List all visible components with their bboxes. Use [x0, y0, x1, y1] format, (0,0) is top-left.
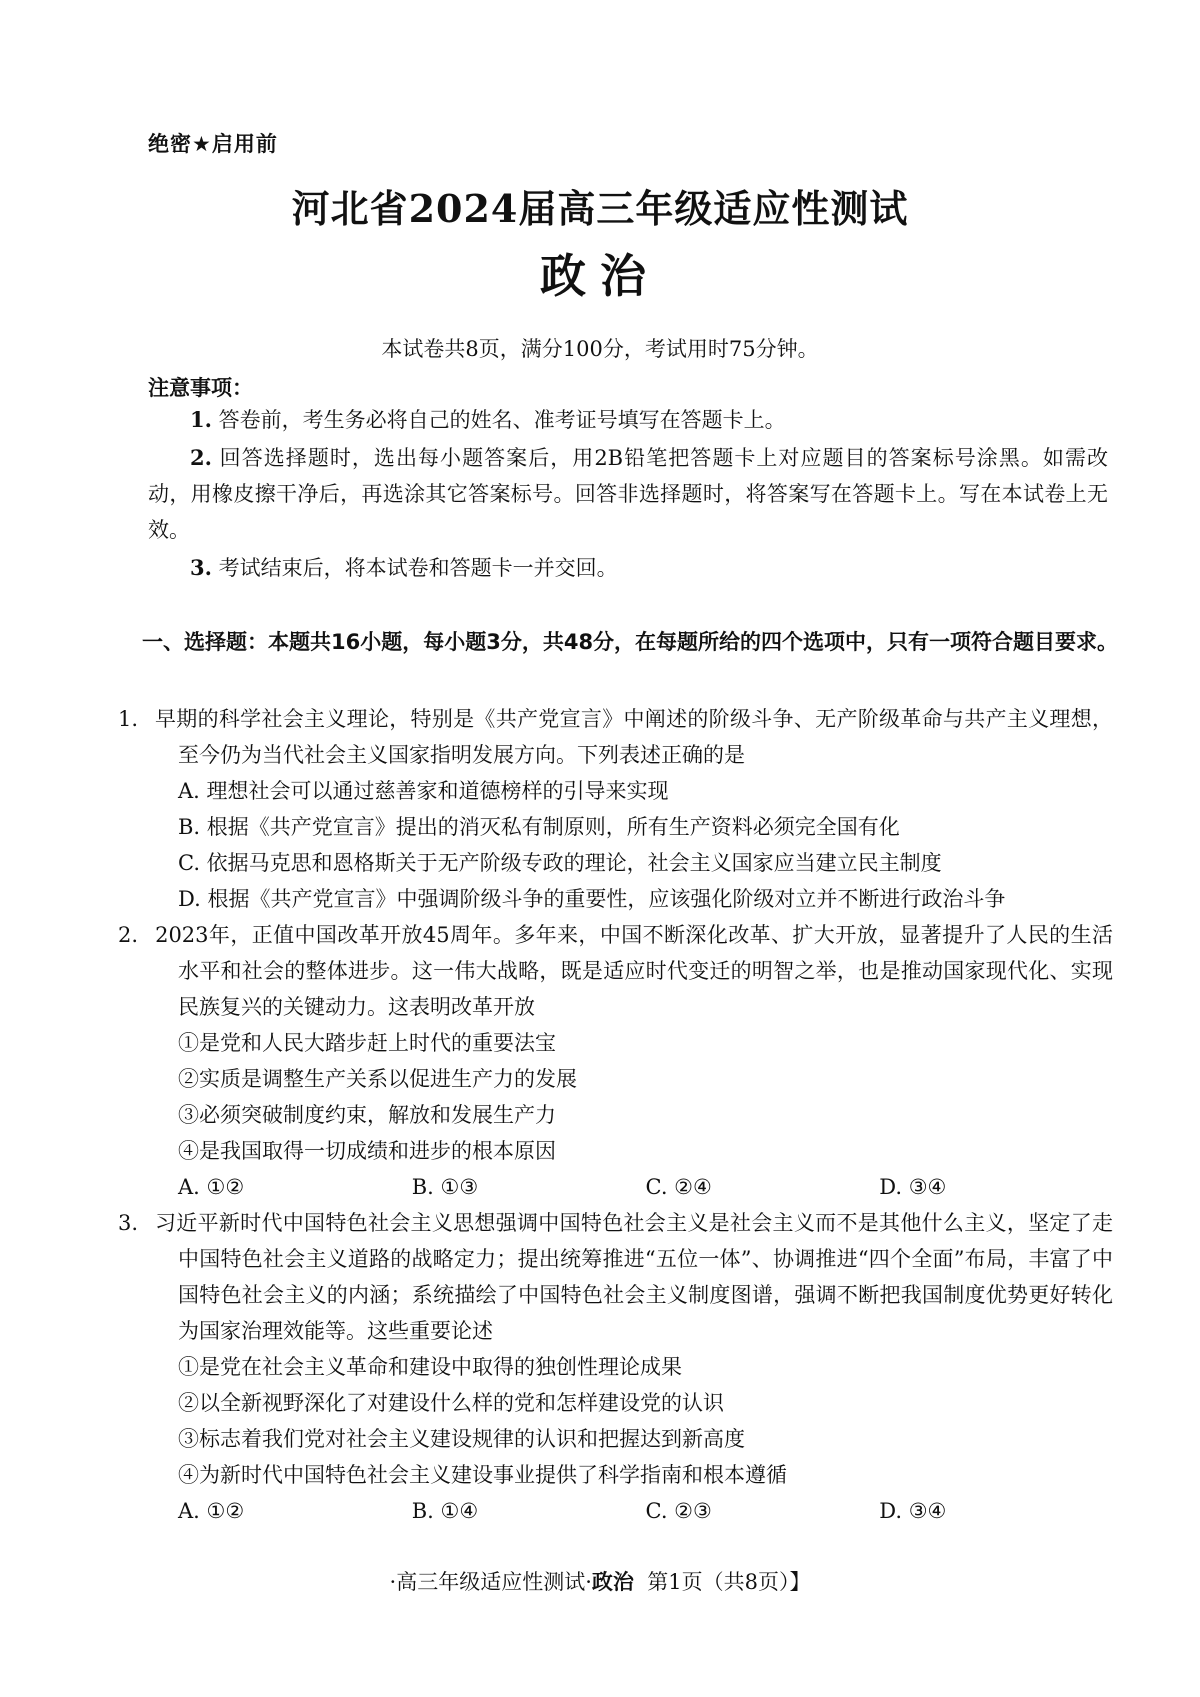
- question-text: 2023年，正值中国改革开放45周年。多年来，中国不断深化改革、扩大开放，显著提升了人民的生活水平和社会的整体进步。这一伟大战略，既是适应时代变迁的明智之举，也是推动国家现代化、实现民族复兴的关键动力。这表明改革开放: [155, 923, 1113, 1019]
- question-stem: 1. 早期的科学社会主义理论，特别是《共产党宣言》中阐述的阶级斗争、无产阶级革命与共产主义理想，至今仍为当代社会主义国家指明发展方向。下列表述正确的是: [118, 707, 1113, 767]
- choice-a: A. ①②: [178, 1175, 245, 1199]
- question-text: 早期的科学社会主义理论，特别是《共产党宣言》中阐述的阶级斗争、无产阶级革命与共产主义理想，至今仍为当代社会主义国家指明发展方向。下列表述正确的是: [154, 707, 1113, 767]
- notice-heading: 注意事项：: [148, 376, 253, 400]
- choice-d: D. ③④: [879, 1499, 947, 1523]
- notice-item: [148, 402, 1108, 438]
- notice-number: 1.: [190, 407, 212, 432]
- confidential-mark: 绝密★启用前: [148, 132, 278, 156]
- choice-a: A. ①②: [178, 1499, 245, 1523]
- option-d: D. 根据《共产党宣言》中强调阶级斗争的重要性，应该强化阶级对立并不断进行政治斗争: [178, 887, 1006, 911]
- option-c: C. 依据马克思和恩格斯关于无产阶级专政的理论，社会主义国家应当建立民主制度: [178, 851, 942, 875]
- subject-title: 政治: [540, 249, 660, 303]
- footer-subject: 政治: [591, 1569, 634, 1594]
- notice-number: 2.: [190, 445, 212, 470]
- statement-1: ①是党和人民大踏步赶上时代的重要法宝: [178, 1031, 556, 1055]
- statement-1: ①是党在社会主义革命和建设中取得的独创性理论成果: [178, 1355, 682, 1379]
- statement-4: ④是我国取得一切成绩和进步的根本原因: [178, 1139, 556, 1163]
- question-text: 习近平新时代中国特色社会主义思想强调中国特色社会主义是社会主义而不是其他什么主义，坚定了走中国特色社会主义道路的战略定力；提出统筹推进“五位一体”、协调推进“四个全面”布局，丰富了中国特色社会主义的内涵；系统描绘了中国特色社会主义制度图谱，强调不断把我国制度优势更好转化为国家治理效能等。这些重要论述: [154, 1211, 1113, 1343]
- footer-page-number: 第1页（共8页）】: [647, 1570, 811, 1594]
- notice-list: [148, 402, 1108, 586]
- notice-item: [148, 550, 1108, 586]
- choice-row: [148, 1493, 1113, 1529]
- notice-item: [148, 440, 1108, 548]
- footer-prefix: ·高三年级适应性测试·: [389, 1570, 592, 1594]
- choice-d: D. ③④: [879, 1175, 947, 1199]
- notice-text: 考试结束后，将本试卷和答题卡一并交回。: [218, 556, 618, 580]
- page-footer: [0, 1566, 1200, 1596]
- option-a: A. 理想社会可以通过慈善家和道德榜样的引导来实现: [178, 779, 669, 803]
- choice-c: C. ②④: [645, 1175, 712, 1199]
- statement-2: ②以全新视野深化了对建设什么样的党和怎样建设党的认识: [178, 1391, 724, 1415]
- statement-2: ②实质是调整生产关系以促进生产力的发展: [178, 1067, 577, 1091]
- notice-text: 回答选择题时，选出每小题答案后，用2B铅笔把答题卡上对应题目的答案标号涂黑。如需改动，用橡皮擦干净后，再选涂其它答案标号。回答非选择题时，将答案写在答题卡上。写在本试卷上无效。: [148, 446, 1108, 542]
- question-list: [118, 701, 1113, 1529]
- statement-4: ④为新时代中国特色社会主义建设事业提供了科学指南和根本遵循: [178, 1463, 787, 1487]
- choice-c: C. ②③: [645, 1499, 712, 1523]
- choice-row: [148, 1169, 1113, 1205]
- question-stem: 3. 习近平新时代中国特色社会主义思想强调中国特色社会主义是社会主义而不是其他什么主义，坚定了走中国特色社会主义道路的战略定力；提出统筹推进“五位一体”、协调推进“四个全面”布局，丰富了中国特色社会主义的内涵；系统描绘了中国特色社会主义制度图谱，强调不断把我国制度优势更好转化为国家治理效能等。这些重要论述: [118, 1211, 1113, 1343]
- exam-title: 河北省2024届高三年级适应性测试: [291, 186, 909, 231]
- notice-number: 3.: [190, 555, 212, 580]
- choice-b: B. ①③: [411, 1175, 479, 1199]
- question-3: [118, 1205, 1113, 1529]
- choice-b: B. ①④: [411, 1499, 479, 1523]
- option-b: B. 根据《共产党宣言》提出的消灭私有制原则，所有生产资料必须完全国有化: [178, 815, 900, 839]
- statement-3: ③必须突破制度约束，解放和发展生产力: [178, 1103, 556, 1127]
- paper-info: 本试卷共8页，满分100分，考试用时75分钟。: [381, 337, 819, 361]
- section-heading: 一、选择题：本题共16小题，每小题3分，共48分，在每题所给的四个选项中，只有一项符合题目要求。: [142, 630, 1119, 654]
- statement-3: ③标志着我们党对社会主义建设规律的认识和把握达到新高度: [178, 1427, 745, 1451]
- question-1: [118, 701, 1113, 917]
- question-2: [118, 917, 1113, 1205]
- question-stem: 2. 2023年，正值中国改革开放45周年。多年来，中国不断深化改革、扩大开放，显著提升了人民的生活水平和社会的整体进步。这一伟大战略，既是适应时代变迁的明智之举，也是推动国家现代化、实现民族复兴的关键动力。这表明改革开放: [118, 923, 1113, 1019]
- notice-text: 答卷前，考生务必将自己的姓名、准考证号填写在答题卡上。: [218, 408, 786, 432]
